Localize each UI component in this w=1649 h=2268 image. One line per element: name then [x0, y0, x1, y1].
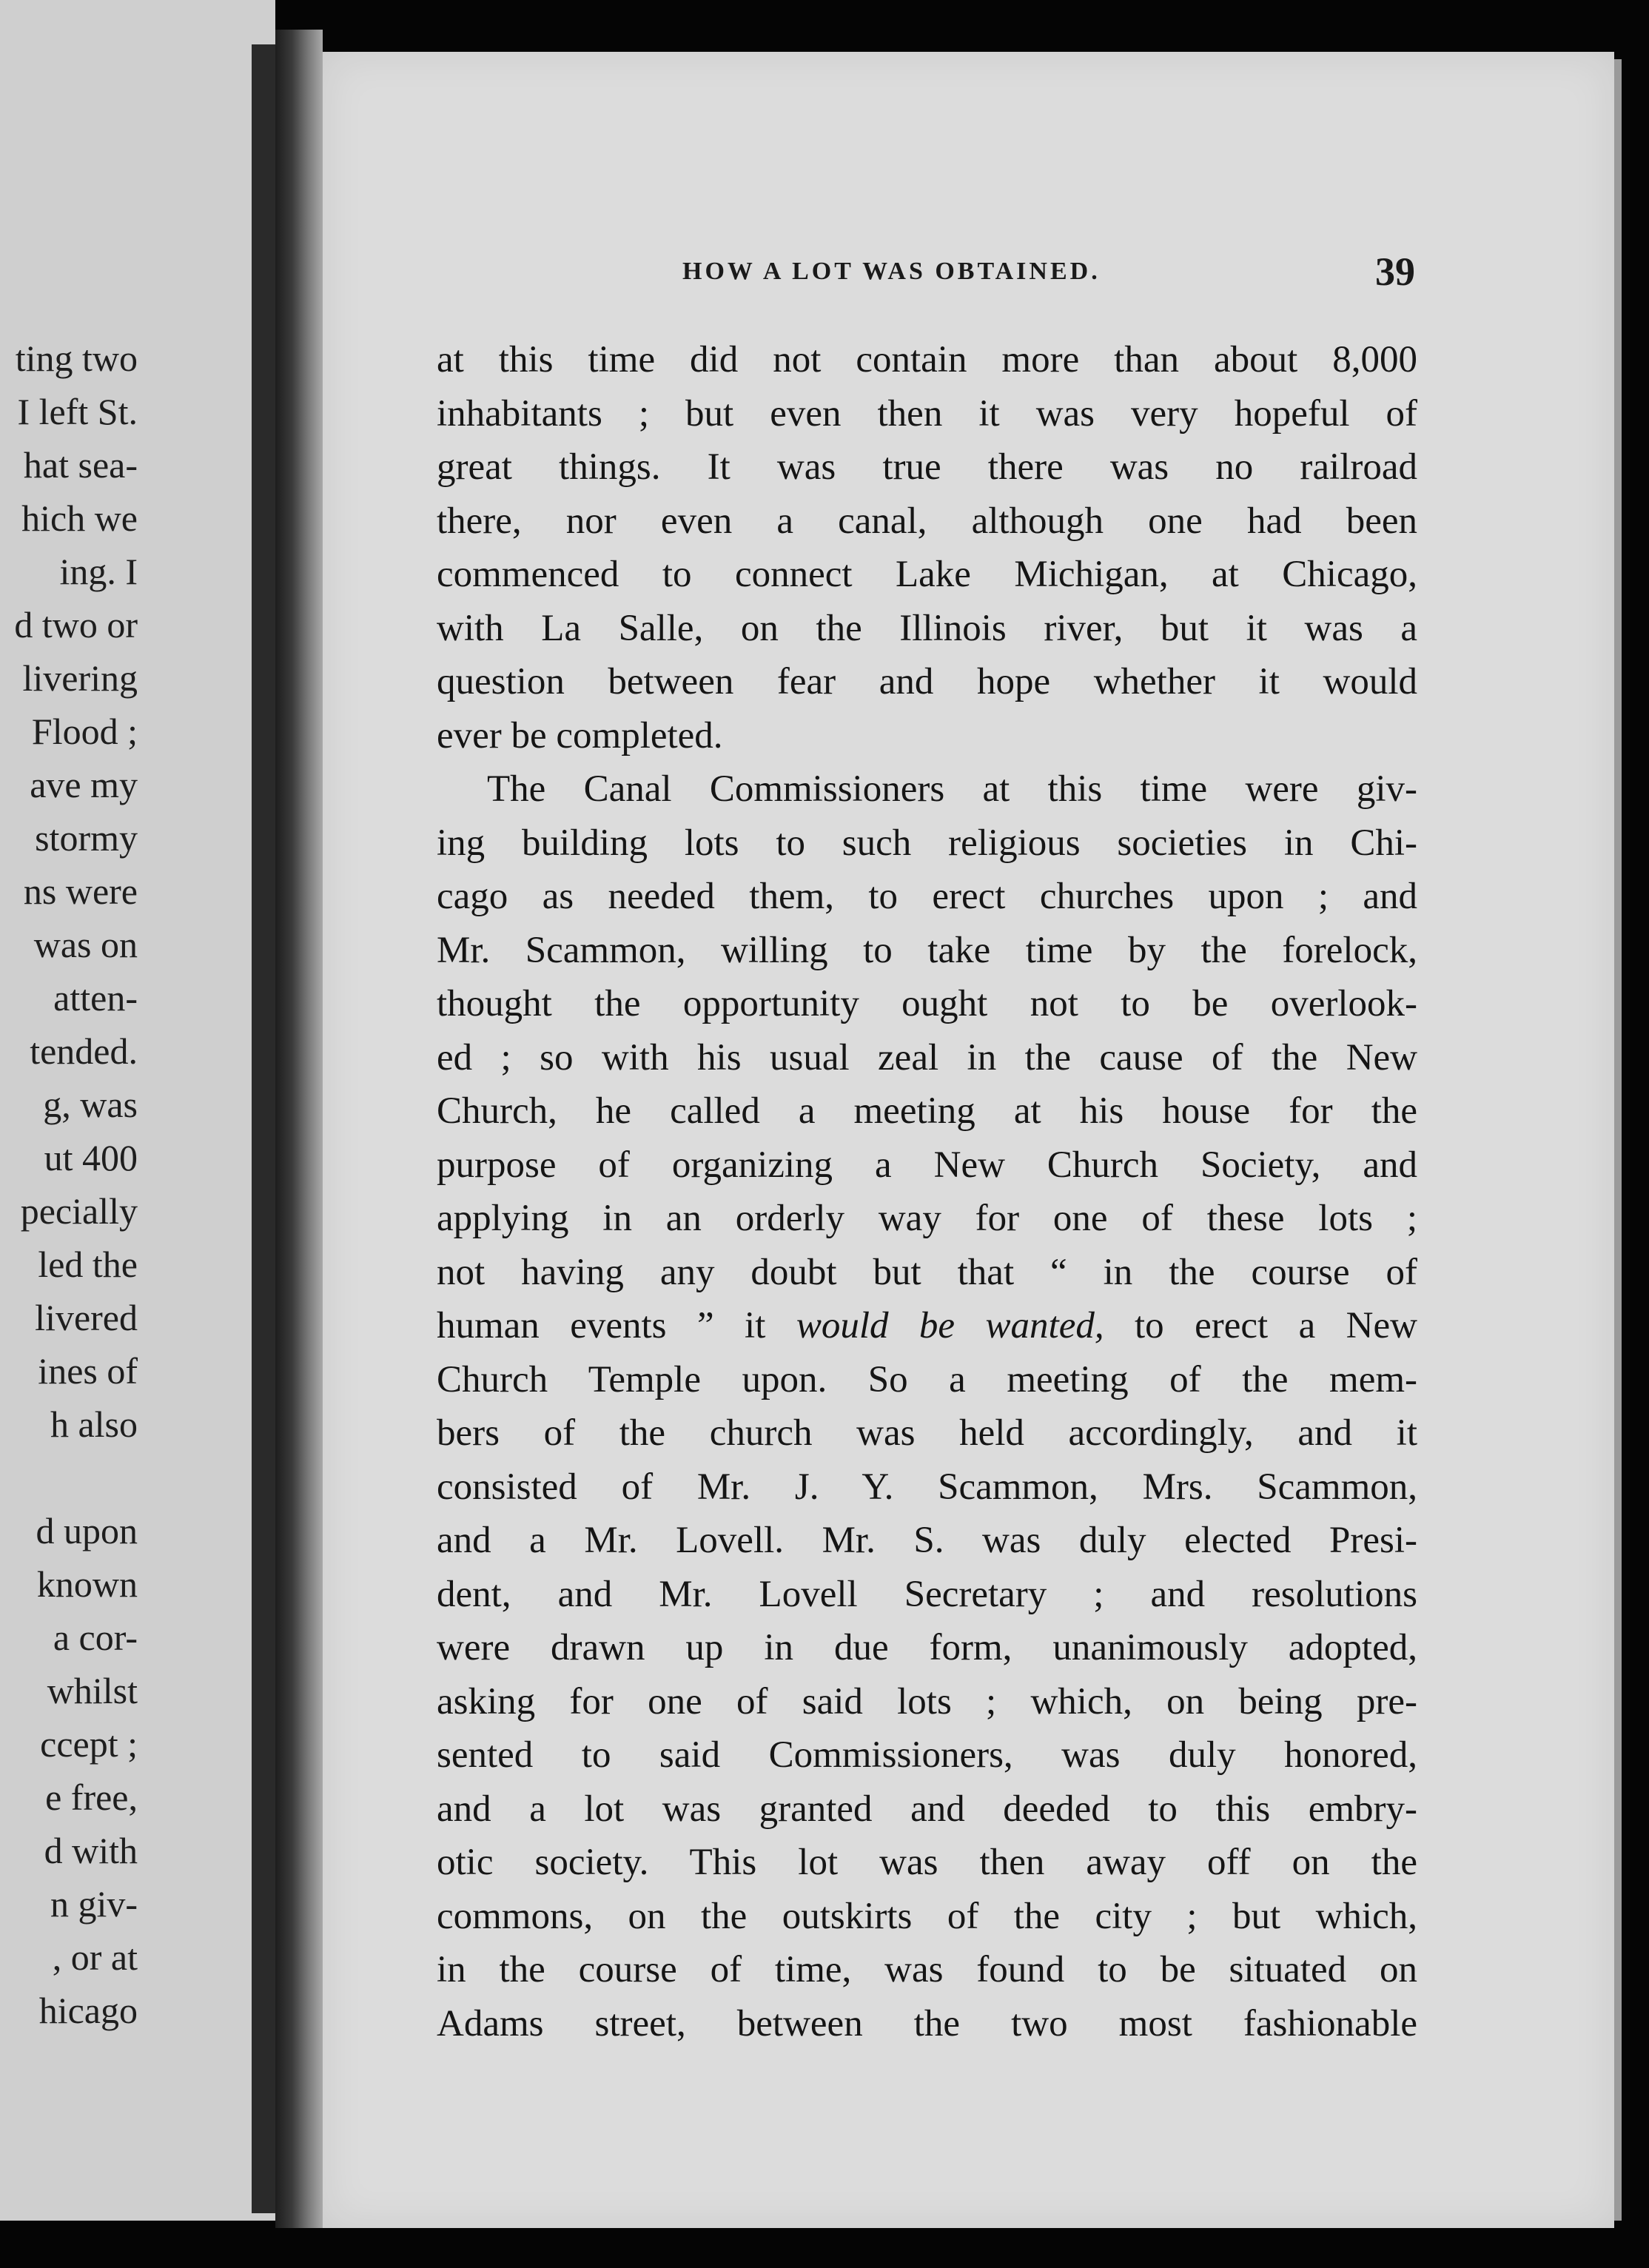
text-line: with La Salle, on the Illinois river, but it was a: [437, 607, 1417, 649]
text-line: great things. It was true there was no railroad: [437, 446, 1417, 488]
text-line: not having any doubt but that “ in the course of: [437, 1251, 1417, 1293]
text-line: Mr. Scammon, willing to take time by the forelock,: [437, 929, 1417, 971]
text-line: Church Temple upon. So a meeting of the mem-: [437, 1358, 1417, 1400]
facing-page-line-text: hicago: [38, 1990, 138, 2031]
facing-page-line-text: , or at: [52, 1936, 138, 1978]
facing-page-line: [0, 385, 275, 438]
facing-page-line: [0, 705, 275, 758]
facing-page-line-text: d upon: [36, 1510, 138, 1551]
text-line: cago as needed them, to erect churches upon ; and: [437, 876, 1417, 917]
facing-page-line-text: ing. I: [59, 551, 138, 592]
facing-page-line: [0, 491, 275, 545]
facing-page-line-text: a cor-: [53, 1617, 138, 1658]
facing-page-line: [0, 1771, 275, 1824]
facing-page-line: [0, 1664, 275, 1717]
facing-page-line: [0, 332, 275, 385]
facing-page-line: [0, 1291, 275, 1344]
text-line: and a lot was granted and deeded to this embry-: [437, 1788, 1417, 1830]
facing-page-line-text: g, was: [43, 1084, 138, 1125]
facing-page: [0, 0, 275, 2221]
facing-page-line: [0, 1557, 275, 1611]
text-line: inhabitants ; but even then it was very hopeful of: [437, 392, 1417, 435]
text-line: The Canal Commissioners at this time were giv-: [487, 768, 1417, 810]
facing-page-line: [0, 971, 275, 1024]
facing-page-line: [0, 811, 275, 865]
facing-page-line-text: ccept ;: [40, 1723, 138, 1765]
text-line: Church, he called a meeting at his house for the: [437, 1090, 1417, 1132]
facing-page-line-text: e free,: [45, 1777, 138, 1818]
facing-page-line-text: stormy: [35, 817, 138, 859]
facing-page-line: [0, 1024, 275, 1078]
facing-page-line-text: d with: [44, 1830, 138, 1871]
text-line: consisted of Mr. J. Y. Scammon, Mrs. Scammon,: [437, 1466, 1417, 1508]
text-line: thought the opportunity ought not to be overlook-: [437, 983, 1417, 1024]
page-number: 39: [1375, 249, 1415, 294]
text-line: Adams street, between the two most fashionable: [437, 2002, 1417, 2044]
facing-page-line-text: hich we: [21, 497, 138, 539]
facing-page-line-text: tended.: [30, 1030, 138, 1072]
facing-page-line: [0, 545, 275, 598]
facing-page-line-text: livering: [22, 657, 138, 699]
text-line: in the course of time, was found to be situated on: [437, 1949, 1417, 1990]
text-line: applying in an orderly way for one of these lots ;: [437, 1198, 1417, 1239]
facing-page-line: [0, 1611, 275, 1664]
text-line: asking for one of said lots ; which, on being pre-: [437, 1680, 1417, 1722]
facing-page-line-text: h also: [50, 1403, 138, 1445]
facing-page-line-text: atten-: [53, 977, 138, 1019]
facing-page-line: [0, 1877, 275, 1930]
facing-page-line: [0, 1238, 275, 1291]
facing-page-line-text: pecially: [20, 1190, 138, 1232]
paragraph-1: [437, 333, 1417, 762]
facing-page-line: [0, 1717, 275, 1771]
text-line: ed ; so with his usual zeal in the cause of the New: [437, 1036, 1417, 1078]
facing-page-line: [0, 1930, 275, 1984]
running-head: HOW A LOT WAS OBTAINED.: [682, 258, 1101, 285]
book-spine: [275, 30, 323, 2228]
text-line: and a Mr. Lovell. Mr. S. was duly elected Presi-: [437, 1520, 1417, 1561]
text-line: ever be completed.: [437, 714, 723, 756]
facing-page-line-text: hat sea-: [23, 444, 138, 486]
facing-page-line-text: known: [36, 1563, 138, 1605]
text-line: dent, and Mr. Lovell Secretary ; and resolutions: [437, 1573, 1417, 1615]
text-line: purpose of organizing a New Church Society, and: [437, 1144, 1417, 1186]
facing-page-line: [0, 598, 275, 651]
facing-page-line-text: d two or: [14, 604, 138, 645]
page-edge: [1614, 59, 1622, 2221]
text-line: there, nor even a canal, although one had been: [437, 500, 1417, 542]
facing-page-line-text: Flood ;: [31, 711, 138, 752]
facing-page-line: [0, 1398, 275, 1451]
facing-page-line: [0, 1451, 275, 1504]
facing-page-line: [0, 1131, 275, 1184]
facing-page-line-text: livered: [35, 1297, 138, 1338]
facing-page-line-text: was on: [33, 924, 138, 965]
text-span: human events ” it: [437, 1305, 766, 1346]
facing-page-line: [0, 918, 275, 971]
text-line: ing building lots to such religious societies in Chi-: [437, 822, 1417, 864]
facing-page-line: [0, 758, 275, 811]
facing-page-text: [0, 332, 275, 2037]
facing-page-line-text: n giv-: [50, 1883, 138, 1925]
facing-page-line: [0, 865, 275, 918]
text-line: commenced to connect Lake Michigan, at Chicago,: [437, 554, 1417, 595]
paragraph-2: [437, 762, 1417, 2050]
facing-page-line: [0, 438, 275, 491]
text-line: at this time did not contain more than about 8,000: [437, 339, 1417, 380]
facing-page-line-text: led the: [38, 1244, 138, 1285]
text-line: bers of the church was held accordingly, and it: [437, 1412, 1417, 1454]
facing-page-line: [0, 1824, 275, 1877]
facing-page-line-text: ave my: [30, 764, 138, 805]
text-line: question between fear and hope whether it would: [437, 661, 1417, 702]
text-line: commons, on the outskirts of the city ; but which,: [437, 1895, 1417, 1937]
facing-page-line-text: ting two: [15, 338, 138, 379]
text-line: were drawn up in due form, unanimously adopted,: [437, 1627, 1417, 1668]
facing-page-line-text: ns were: [23, 870, 138, 912]
text-line: otic society. This lot was then away off on the: [437, 1842, 1417, 1883]
facing-page-line-text: ut 400: [44, 1137, 138, 1178]
italic-phrase: would be wanted,: [796, 1305, 1104, 1346]
body-text: [437, 333, 1417, 2050]
text-line: sented to said Commissioners, was duly honored,: [437, 1734, 1417, 1776]
facing-page-line: [0, 1184, 275, 1238]
facing-page-line-text: I left St.: [17, 391, 138, 432]
text-line-with-italic: [437, 1299, 1417, 1353]
facing-page-line: [0, 651, 275, 705]
facing-page-line: [0, 1344, 275, 1398]
facing-page-line-text: ines of: [38, 1350, 138, 1392]
facing-page-line: [0, 1078, 275, 1131]
text-span: to erect a New: [1135, 1305, 1417, 1346]
facing-page-line: [0, 1984, 275, 2037]
facing-page-line-text: whilst: [47, 1670, 138, 1711]
book-gutter-shadow: [252, 44, 278, 2213]
facing-page-line: [0, 1504, 275, 1557]
